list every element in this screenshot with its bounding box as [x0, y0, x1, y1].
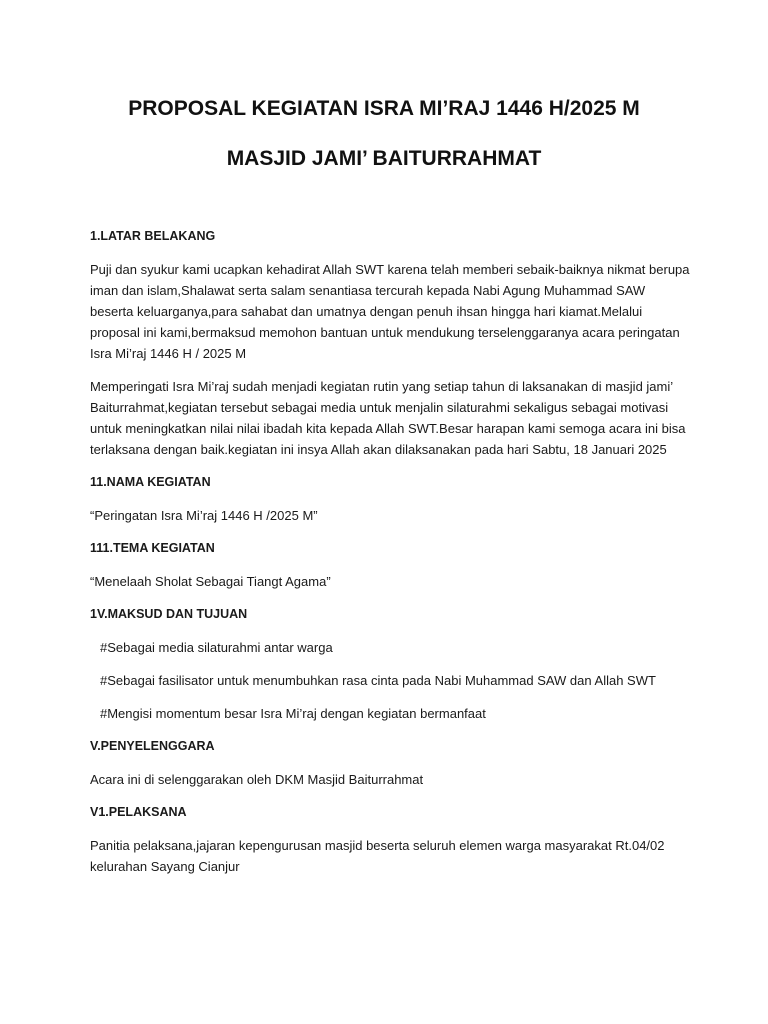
section-heading-pelaksana: V1.PELAKSANA [90, 805, 187, 819]
section-heading-tema-kegiatan: 111.TEMA KEGIATAN [90, 541, 215, 555]
pelaksana-text: Panitia pelaksana,jajaran kepengurusan masjid beserta seluruh elemen warga masyarakat Rt.04/02 kelurahan Sayang Cianjur [90, 838, 665, 874]
tema-kegiatan-text: “Menelaah Sholat Sebagai Tiangt Agama” [90, 574, 331, 589]
section-heading-latar-belakang: 1.LATAR BELAKANG [90, 229, 216, 243]
list-item: #Mengisi momentum besar Isra Mi’raj dengan kegiatan bermanfaat [100, 706, 486, 721]
document-subtitle: MASJID JAMI’ BAITURRAHMAT [226, 147, 542, 170]
document-body [90, 226, 690, 889]
section-heading-nama-kegiatan: 11.NAMA KEGIATAN [90, 475, 211, 489]
section-heading-penyelenggara: V.PENYELENGGARA [90, 739, 215, 753]
nama-kegiatan-text: “Peringatan Isra Mi’raj 1446 H /2025 M” [90, 508, 318, 523]
document-title: PROPOSAL KEGIATAN ISRA MI’RAJ 1446 H/2025 M [128, 97, 640, 120]
list-item: #Sebagai media silaturahmi antar warga [100, 640, 333, 655]
penyelenggara-text: Acara ini di selenggarakan oleh DKM Masjid Baiturrahmat [90, 772, 424, 787]
paragraph-latar-1: Puji dan syukur kami ucapkan kehadirat Allah SWT karena telah memberi sebaik-baiknya nikmat berupa iman dan islam,Shalawat serta salam senantiasa tercurah kepada Nabi Agung Muhammad SAW beserta keluarganya,para sahabat dan umatnya dengan penuh ihsan hingga hari kiamat.Melalui proposal ini kami,bermaksud memohon bantuan untuk mendukung terselenggaranya acara peringatan Isra Mi’raj 1446 H / 2025 M [90, 262, 690, 361]
section-heading-maksud-tujuan: 1V.MAKSUD DAN TUJUAN [90, 607, 248, 621]
paragraph-latar-2: Memperingati Isra Mi’raj sudah menjadi kegiatan rutin yang setiap tahun di laksanakan di masjid jami’ Baiturrahmat,kegiatan tersebut sebagai media untuk menjalin silaturahmi sekaligus sebagai motivasi untuk meningkatkan nilai nilai ibadah kita kepada Allah SWT.Besar harapan kami semoga acara ini bisa terlaksana dengan baik.kegiatan ini insya Allah akan dilaksanakan pada hari Sabtu, 18 Januari 2025 [90, 379, 686, 457]
list-item: #Sebagai fasilisator untuk menumbuhkan rasa cinta pada Nabi Muhammad SAW dan Allah SWT [100, 673, 656, 688]
